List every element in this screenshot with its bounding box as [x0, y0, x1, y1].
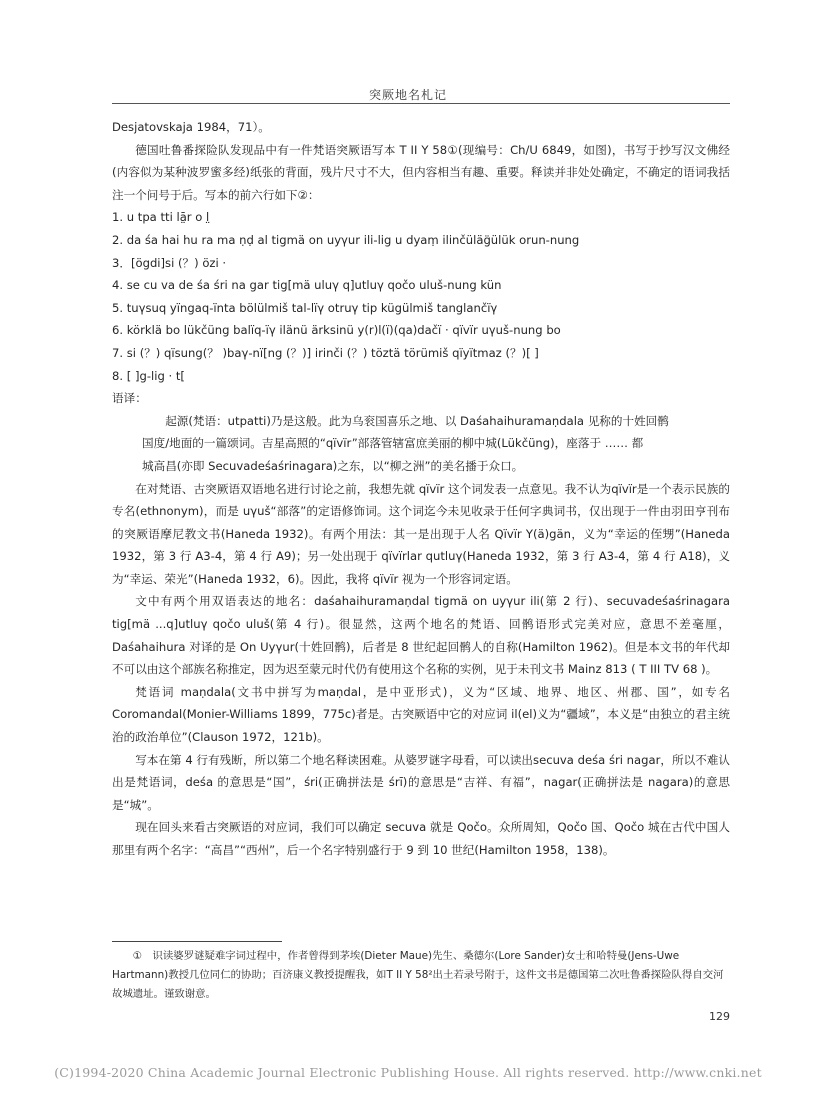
- paragraph-secuva: 写本在第 4 行有残断，所以第二个地名释读困难。从婆罗谜字母看，可以读出secuva deśa śri nagar，所以不难认出是梵语词，deśa 的意思是“国”，śri(正确拼法是 śrī)的意思是“吉祥、有福”，nagar(正确拼法是 nagara)的意思是“城”。: [112, 752, 730, 812]
- transcription-line-3: 3．[ögdi]si (？) özi ·: [112, 255, 227, 270]
- paragraph-qoco: 现在回头来看古突厥语的对应词，我们可以确定 secuva 就是 Qočo。众所周知，Qočo 国、Qočo 城在古代中国人那里有两个名字：“高昌”“西州”，后一个名字特别盛行于 9 到 10 世纪(Hamilton 1958，138)。: [112, 820, 730, 857]
- translation-line-3: 城高昌(亦即 Secuvadeśaśrinagara)之东，以“柳之洲”的美名播于众口。: [142, 458, 524, 473]
- translation-block: [112, 410, 730, 478]
- footnote-text: [112, 947, 730, 1004]
- translation-line-2: 国度/地面的一篇颂词。吉星高照的“qïvïr”部落管辖富庶美丽的柳中城(Lükčüng)，座落于 …… 都: [142, 436, 644, 451]
- transcription-line-8: 8. [ ]g-lig · t[: [112, 368, 185, 383]
- transcription-line-2: 2. da śa hai hu ra ma ṇḍ al tigmä on uyγur ili-lig u dyaṃ ilinčüläg̈ülük orun-nung: [112, 232, 580, 247]
- paragraph-mandala: 梵语词 maṇdala(文书中拼写为maṇdal，是中亚形式)，义为“区域、地界、地区、州郡、国”，如专名 Coromandal(Monier-Williams 1899，775c)者是。古突厥语中它的对应词 il(el)义为“疆域”，本义是“由独立的君主统治的政治单位”(Clauson 1972，121b)。: [112, 684, 730, 745]
- footnote: [112, 947, 730, 1004]
- page-number: 129: [709, 1010, 730, 1023]
- transcription-line-5: 5. tuγsuq yïngaq-ïnta bölülmiš tal-lïγ otruγ tip kügülmiš tanglančïγ: [112, 300, 498, 315]
- translation-label: 语译：: [112, 391, 147, 406]
- transcription-line-4: 4. se cu va de śa śri na gar tig[mä uluγ q]utluγ qočo uluš-nung kün: [112, 278, 502, 293]
- transcription-line-6: 6. körklä bo lükčüng balïq-ïγ ilänü ärksinü y(r)l(ï)(qa)dačï · qïvïr uγuš-nung bo: [112, 323, 561, 338]
- footnote-rule: [112, 941, 282, 942]
- transcription-line-7: 7. si (？) qïsung(？ )baγ-nï[ng (？)] irinči (？) töztä törümiš qïyïtmaz (？)[ ]: [112, 345, 539, 360]
- copyright-footer: (C)1994-2020 China Academic Journal Electronic Publishing House. All rights reserved. http://www.cnki.net: [54, 1065, 762, 1080]
- footnote-body: 识读婆罗谜疑难字词过程中，作者曾得到茅埃(Dieter Maue)先生、桑德尔(Lore Sander)女士和哈特曼(Jens-Uwe Hartmann)教授几位同仁的协助；百济康义教授提醒我，如T II Y 58²出土若录号附于，这件文书是德国第二次吐鲁番探险队得自交河故城遗址。谨致谢意。: [112, 950, 724, 1000]
- header-rule: [112, 103, 730, 104]
- transcription-line-1: 1. u tpa tti lā̤r o l̤: [112, 210, 210, 225]
- running-header: 突厥地名札记: [368, 88, 447, 102]
- paragraph-bilingual-toponyms: 文中有两个用双语表达的地名：daśahaihuramaṇdal tigmä on uyγur ili(第 2 行)、secuvadeśaśrinagara tig[mä ...q]utluγ qočo uluš(第 4 行)。很显然，这两个地名的梵语、回鹘语形式完美对应，意思不差毫厘，Daśahaihura 对译的是 On Uyγur(十姓回鹘)，后者是 8 世纪起回鹘人的自称(Hamilton 1962)。但是本文书的年代却不可以由这个部族名称推定，因为迟至蒙元时代仍有使用这个名称的实例，见于未刊文书 Mainz 813 ( T III TV 68 )。: [112, 594, 730, 677]
- footnote-marker: ①: [132, 950, 143, 962]
- paragraph-continuation: Desjatovskaja 1984，71）。: [112, 120, 270, 134]
- paragraph-manuscript-intro: 德国吐鲁番探险队发现品中有一件梵语突厥语写本 T II Y 58①(现编号：Ch/U 6849，如图)，书写于抄写汉文佛经(内容似为某种波罗蜜多经)纸张的背面，残片尺寸不大，但内容相当有趣、重要。释读并非处处确定，不确定的语词我括注一个问号于后。写本的前六行如下②：: [112, 142, 730, 202]
- article-body: [112, 116, 730, 862]
- manuscript-transcription: [112, 206, 730, 387]
- translation-line-1: 起源(梵语：utpatti)乃是这般。此为乌衮国喜乐之地、以 Daśahaihuramaṇdala 见称的十姓回鹘: [165, 413, 669, 428]
- paragraph-qivir: 在对梵语、古突厥语双语地名进行讨论之前，我想先就 qïvïr 这个词发表一点意见。我不认为qïvïr是一个表示民族的专名(ethnonym)，而是 uγuš“部落”的定语修饰词。这个词迄今未见收录于任何字典词书，仅出现于一件由羽田亨刊布的突厥语摩尼教文书(Haneda 1932)。有两个用法：其一是出现于人名 Qïvïr Y(ä)gän，义为“幸运的侄甥”(Haneda 1932，第 3 行 A3-4，第 4 行 A9)；另一处出现于 qïvïrlar qutluγ(Haneda 1932，第 3 行 A3-4，第 4 行 A18)，义为“幸运、荣光”(Haneda 1932，6)。因此，我将 qïvïr 视为一个形容词定语。: [112, 481, 730, 586]
